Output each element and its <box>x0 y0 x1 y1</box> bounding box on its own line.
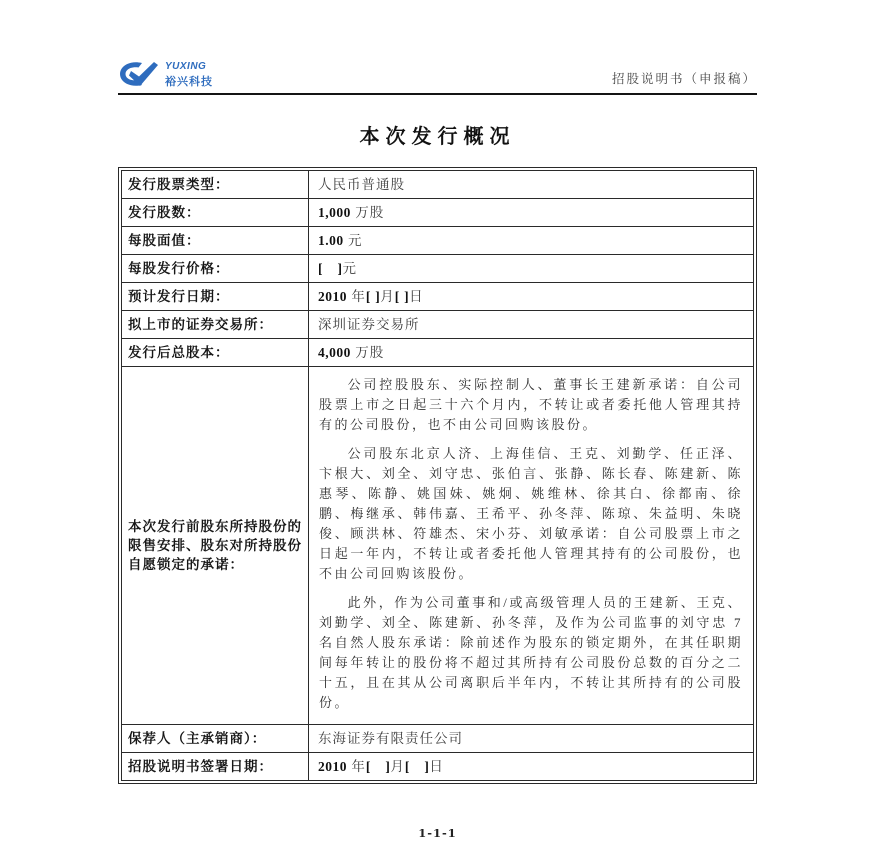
numeric-text: 1.00 <box>318 232 344 248</box>
numeric-text: 2010 <box>318 758 347 774</box>
page-header <box>118 60 757 90</box>
table-row <box>122 725 754 753</box>
commitment-paragraph: 公司控股股东、实际控制人、董事长王建新承诺：自公司股票上市之日起三十六个月内，不转让或者委托他人管理其持有的公司股份，也不由公司回购该股份。 <box>319 377 743 432</box>
table-row <box>122 227 754 255</box>
row-label: 发行股票类型： <box>122 171 309 199</box>
row-label: 本次发行前股东所持股份的限售安排、股东对所持股份自愿锁定的承诺： <box>122 367 309 725</box>
numeric-text: ] <box>337 260 343 276</box>
row-label: 保荐人（主承销商）： <box>122 725 309 753</box>
issuance-table-body <box>122 171 754 781</box>
table-row <box>122 367 754 725</box>
row-value: 1.00 元 <box>309 227 754 255</box>
table-row <box>122 171 754 199</box>
issuance-overview-table <box>118 167 757 784</box>
doc-type-label: 招股说明书（申报稿） <box>611 72 757 86</box>
numeric-text: [ <box>365 288 371 304</box>
row-value <box>309 367 754 725</box>
row-value: [ ]元 <box>309 255 754 283</box>
commitment-paragraph: 公司股东北京人济、上海佳信、王克、刘勤学、任正泽、卞根大、刘全、刘守忠、张伯言、张静、陈长春、陈建新、陈惠琴、陈静、姚国妹、姚炯、姚维林、徐其白、徐都南、徐鹏、梅继承、韩伟嘉、王希平、孙冬萍、陈琼、朱益明、朱晓俊、顾洪林、符雄杰、宋小芬、刘敏承诺：自公司股票上市之日起一年内，不转让或者委托他人管理其持有的公司股份，也不由公司回购该股份。 <box>319 446 743 581</box>
numeric-text: 1,000 <box>318 204 351 220</box>
numeric-text: ] <box>375 288 381 304</box>
row-label: 招股说明书签署日期： <box>122 753 309 781</box>
numeric-text: [ <box>365 758 371 774</box>
numeric-text: [ <box>318 260 323 276</box>
logo-mark-icon <box>118 60 160 90</box>
page-title: 本次发行概况 <box>359 126 516 148</box>
logo-brand-en: YUXING <box>165 61 207 72</box>
table-row <box>122 339 754 367</box>
row-value: 人民币普通股 <box>309 171 754 199</box>
row-label: 发行股数： <box>122 199 309 227</box>
row-value: 深圳证券交易所 <box>309 311 754 339</box>
row-value: 2010 年[ ]月[ ]日 <box>309 283 754 311</box>
row-label: 拟上市的证券交易所： <box>122 311 309 339</box>
numeric-text: ] <box>404 288 410 304</box>
row-value: 2010 年[ ]月[ ]日 <box>309 753 754 781</box>
numeric-text: 4,000 <box>318 344 351 360</box>
table-row <box>122 199 754 227</box>
table-row <box>122 311 754 339</box>
company-logo <box>118 60 213 90</box>
row-value: 东海证券有限责任公司 <box>309 725 754 753</box>
row-label: 每股发行价格： <box>122 255 309 283</box>
row-label: 发行后总股本： <box>122 339 309 367</box>
numeric-text: 2010 <box>318 288 347 304</box>
row-label: 预计发行日期： <box>122 283 309 311</box>
header-divider <box>118 93 757 95</box>
table-row <box>122 255 754 283</box>
commitment-paragraph: 此外，作为公司董事和/或高级管理人员的王建新、王克、刘勤学、刘全、陈建新、孙冬萍，及作为公司监事的刘守忠 7 名自然人股东承诺：除前述作为股东的锁定期外，在其任职期间每年转让的股份将不超过其所持有公司股份总数的百分之二十五，且在其从公司离职后半年内，不转让其所持有的公司股份。 <box>319 595 743 710</box>
logo-text-block <box>165 61 213 89</box>
numeric-text: ] <box>424 758 430 774</box>
page-number: 1-1-1 <box>418 826 457 840</box>
numeric-text: ] <box>385 758 391 774</box>
row-label: 每股面值： <box>122 227 309 255</box>
numeric-text: [ <box>404 758 410 774</box>
logo-brand-cn: 裕兴科技 <box>165 76 213 88</box>
row-value: 1,000 万股 <box>309 199 754 227</box>
numeric-text: [ <box>394 288 400 304</box>
table-row <box>122 753 754 781</box>
row-value: 4,000 万股 <box>309 339 754 367</box>
table-row <box>122 283 754 311</box>
